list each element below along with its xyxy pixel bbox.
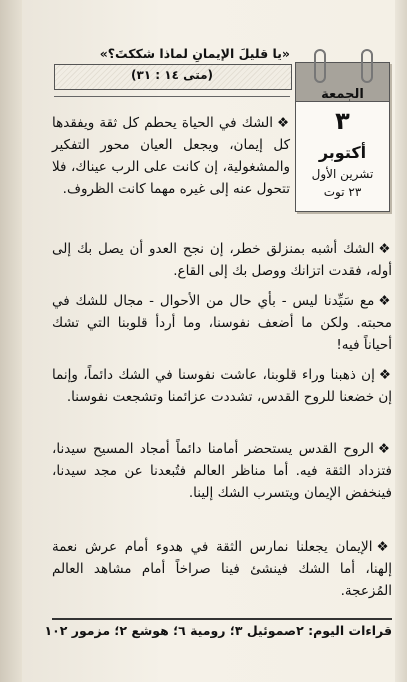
paragraph-5 [52, 438, 392, 504]
calendar-month: أكتوبر [318, 143, 367, 162]
paragraph-text: مع سَيِّدنا ليس - بأي حال من الأحوال - مجال للشك في محبته. ولكن ما أضعف نفوسنا، وما أردأ قلوبنا التي تشك أحياناً فيه! [52, 293, 392, 353]
calendar-day-name: الجمعة [321, 87, 364, 102]
paragraph-1 [52, 112, 290, 200]
verse-reference: (متى ١٤ : ٣١) [130, 68, 214, 82]
page-edge [395, 0, 407, 682]
footer-divider [52, 618, 392, 620]
calendar-day-number: ٣ [335, 107, 350, 135]
bullet-icon: ❖ [377, 441, 393, 457]
bullet-icon: ❖ [376, 539, 392, 555]
daily-readings: قراءات اليوم: ٢صموئيل ٣؛ رومية ٦؛ هوشع ٢؛ مزمور ١٠٢ [44, 623, 392, 638]
paragraph-text: الشك في الحياة يحطم كل ثقة ويفقدها كل إيمان، ويجعل العيان محور التفكير والمشغولية، إن كانت على الرب عيناك، فلا تتحول عنه إلى غيره مهما كانت الظروف. [52, 115, 290, 197]
bullet-icon: ❖ [277, 115, 290, 131]
paragraph-2 [52, 238, 392, 282]
page-gutter-shadow [0, 0, 22, 682]
paragraph-text: الشك أشبه بمنزلق خطر، إن نجح العدو أن يصل بك إلى أوله، فقدت اتزانك ووصل بك إلى القاع. [52, 241, 392, 279]
paragraph-3 [52, 290, 392, 356]
calendar-ring-icon [361, 49, 373, 83]
paragraph-4 [52, 364, 392, 408]
calendar-ring-icon [314, 49, 326, 83]
calendar-block [295, 62, 390, 212]
calendar-coptic-date: ٢٣ توت [323, 185, 362, 199]
paragraph-text: الروح القدس يستحضر أمامنا دائماً أمجاد المسيح سيدنا، فتزداد الثقة فيه. أما مناظر العالم فتُبعدنا عن مجد سيدنا، فينخفض الإيمان ويتسرب الشك إلينا. [52, 441, 392, 501]
paragraph-text: الإيمان يجعلنا نمارس الثقة في هدوء أمام عرش نعمة إلهنا، أما الشك فينشئ فينا صراخاً أمام مشاهد العالم المُزعجة. [52, 539, 392, 599]
paragraph-text: إن ذهبنا وراء قلوبنا، عاشت نفوسنا في الشك دائماً، وإنما إن خضعنا للروح القدس، تشددت عزائمنا وتشجعت نفوسنا. [52, 367, 392, 405]
paragraph-6 [52, 536, 392, 602]
bullet-icon: ❖ [378, 241, 392, 257]
calendar-alt-month: تشرين الأول [311, 167, 374, 181]
bullet-icon: ❖ [378, 367, 392, 383]
header-divider [54, 96, 290, 97]
verse-title: «يا قليلَ الإيمانِ لماذا شككتَ؟» [99, 46, 290, 61]
bullet-icon: ❖ [378, 293, 392, 309]
